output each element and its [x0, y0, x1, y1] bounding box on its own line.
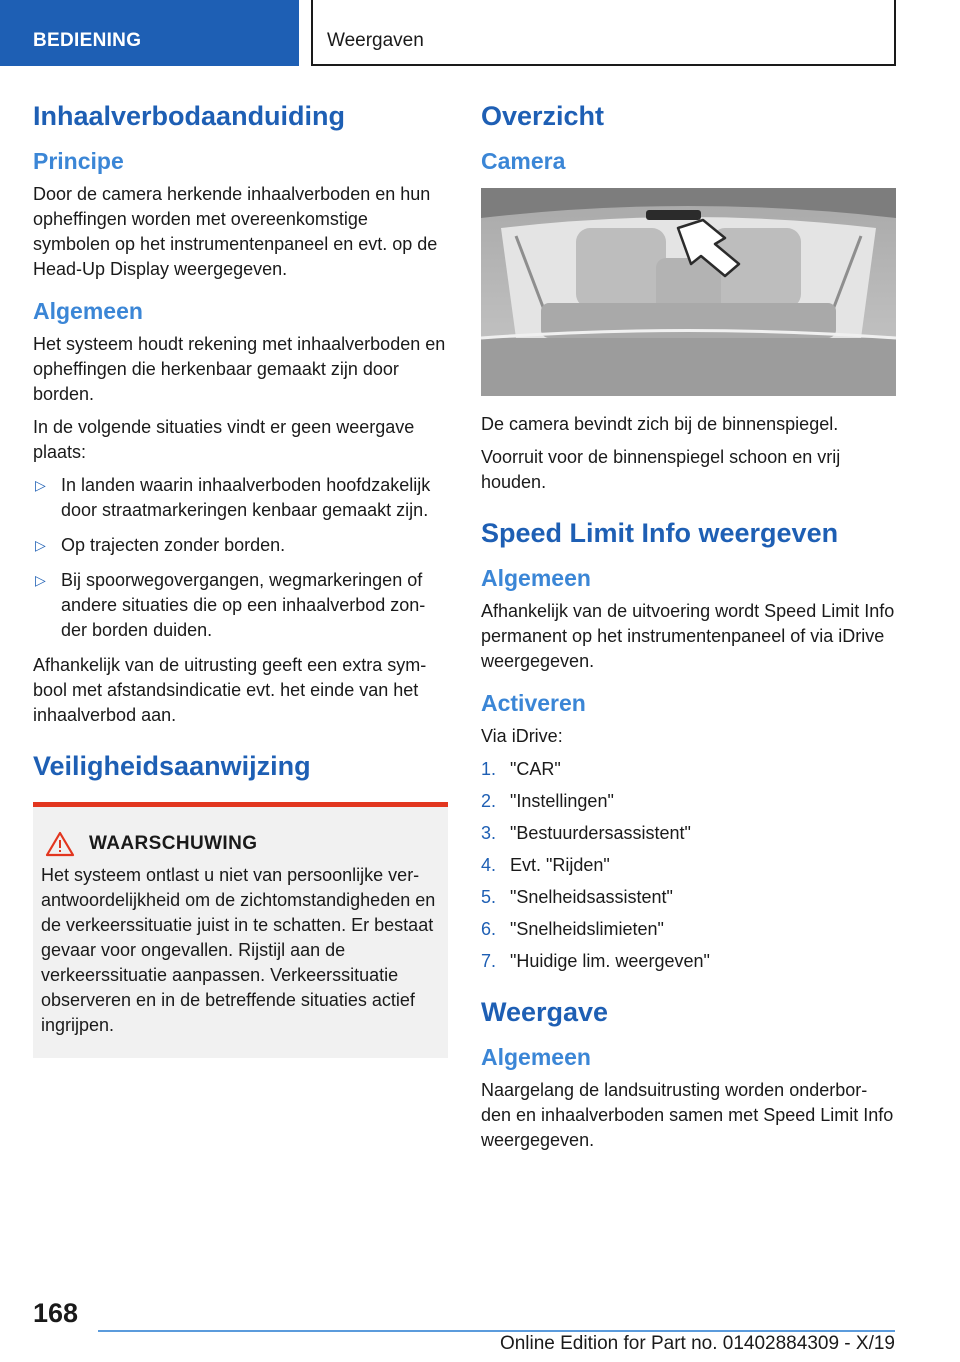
- principe-text: Door de camera herkende inhaalverboden en hun opheffingen worden met overeenkomstige symbolen op het instrumentenpaneel en evt. op de Head-Up Display weergegeven.: [33, 183, 438, 279]
- warning-text: Het systeem ontlast u niet van persoonlijke ver-antwoordelijkheid om de zichtomstandigheden en de verkeerssituatie juist in te schatten. Er bestaat gevaar voor ongevallen. Rijstijl aan de verkeerssituatie aanpassen. Verkeerssituatie observeren en in de betreffende situaties actief ingrijpen.: [41, 864, 436, 1035]
- step-text: "Snelheidsassistent": [510, 886, 673, 907]
- list-item-text: Bij spoorwegovergangen, wegmarkeringen of andere situaties die op een inhaalverbod zon-der borden duiden.: [61, 569, 426, 640]
- weergave-algemeen-heading: Algemeen: [481, 1043, 591, 1070]
- weergave-title: Weergave: [481, 996, 609, 1027]
- activation-steps: [481, 757, 896, 974]
- camera-heading: Camera: [481, 148, 566, 175]
- step-text: "Huidige lim. weergeven": [510, 950, 710, 971]
- list-item: [481, 853, 896, 878]
- list-item-text: Op trajecten zonder borden.: [61, 534, 286, 555]
- algemeen-text-1: Het systeem houdt rekening met inhaalverboden en opheffingen die herkenbaar gemaakt zijn door borden.: [33, 333, 446, 404]
- step-text: Evt. "Rijden": [510, 854, 610, 875]
- list-item: [481, 917, 896, 942]
- activeren-heading: Activeren: [481, 689, 586, 716]
- step-number: 4.: [481, 854, 497, 875]
- conditions-list: [33, 473, 448, 643]
- step-number: 3.: [481, 822, 497, 843]
- algemeen-heading: Algemeen: [33, 297, 143, 324]
- sli-algemeen-heading: Algemeen: [481, 565, 591, 592]
- step-number: 7.: [481, 950, 497, 971]
- list-item: [481, 949, 896, 974]
- list-item-text: In landen waarin inhaalverboden hoofdzakelijk door straatmarkeringen kenbaar gemaakt zijn.: [61, 474, 431, 520]
- list-item: [481, 789, 896, 814]
- principe-heading: Principe: [33, 148, 124, 175]
- activeren-text: Via iDrive:: [481, 725, 563, 746]
- sli-algemeen-text: Afhankelijk van de uitvoering wordt Speed Limit Info permanent op het instrumentenpaneel of via iDrive weergegeven.: [481, 600, 895, 671]
- algemeen-text-3: Afhankelijk van de uitrusting geeft een extra sym-bool met afstandsindicatie evt. het einde van het inhaalverbod aan.: [33, 654, 427, 725]
- page-number: 168: [33, 1298, 79, 1328]
- step-number: 1.: [481, 758, 497, 779]
- warning-triangle-icon: [45, 831, 75, 857]
- list-item: [481, 821, 896, 846]
- footer-divider: [98, 1330, 895, 1332]
- page-title: Inhaalverbodaanduiding: [33, 101, 346, 131]
- step-number: 2.: [481, 790, 497, 811]
- list-item: [33, 533, 448, 558]
- edition-text: Online Edition for Part no. 01402884309 - X/19: [499, 1333, 895, 1354]
- safety-title: Veiligheidsaanwijzing: [33, 750, 311, 781]
- camera-text-1: De camera bevindt zich bij de binnenspiegel.: [481, 413, 839, 434]
- left-column: [33, 100, 448, 1058]
- triangle-bullet-icon: ▷: [35, 571, 46, 588]
- list-item: [33, 568, 448, 643]
- step-number: 5.: [481, 886, 497, 907]
- triangle-bullet-icon: ▷: [35, 536, 46, 553]
- overzicht-title: Overzicht: [481, 101, 605, 131]
- algemeen-text-2: In de volgende situaties vindt er geen weergave plaats:: [33, 416, 415, 462]
- camera-location-image: [481, 188, 896, 396]
- step-text: "Instellingen": [510, 790, 614, 811]
- right-column: [481, 100, 896, 1161]
- step-text: "Snelheidslimieten": [510, 918, 664, 939]
- step-text: "CAR": [510, 758, 561, 779]
- speed-limit-info-title: Speed Limit Info weergeven: [481, 517, 839, 548]
- step-text: "Bestuurdersassistent": [510, 822, 691, 843]
- list-item: [33, 473, 448, 523]
- header-chapter-label: Weergaven: [311, 0, 896, 66]
- warning-title: [41, 831, 438, 857]
- weergave-text: Naargelang de landsuitrusting worden onderbor-den en inhaalverboden samen met Speed Limit Info weergegeven.: [481, 1079, 894, 1150]
- list-item: [481, 885, 896, 910]
- list-item: [481, 757, 896, 782]
- camera-text-2: Voorruit voor de binnenspiegel schoon en vrij houden.: [481, 446, 841, 492]
- warning-box: [33, 802, 448, 1058]
- warning-label: WAARSCHUWING: [89, 832, 258, 854]
- triangle-bullet-icon: ▷: [35, 476, 46, 493]
- header-section-label: BEDIENING: [0, 0, 299, 66]
- step-number: 6.: [481, 918, 497, 939]
